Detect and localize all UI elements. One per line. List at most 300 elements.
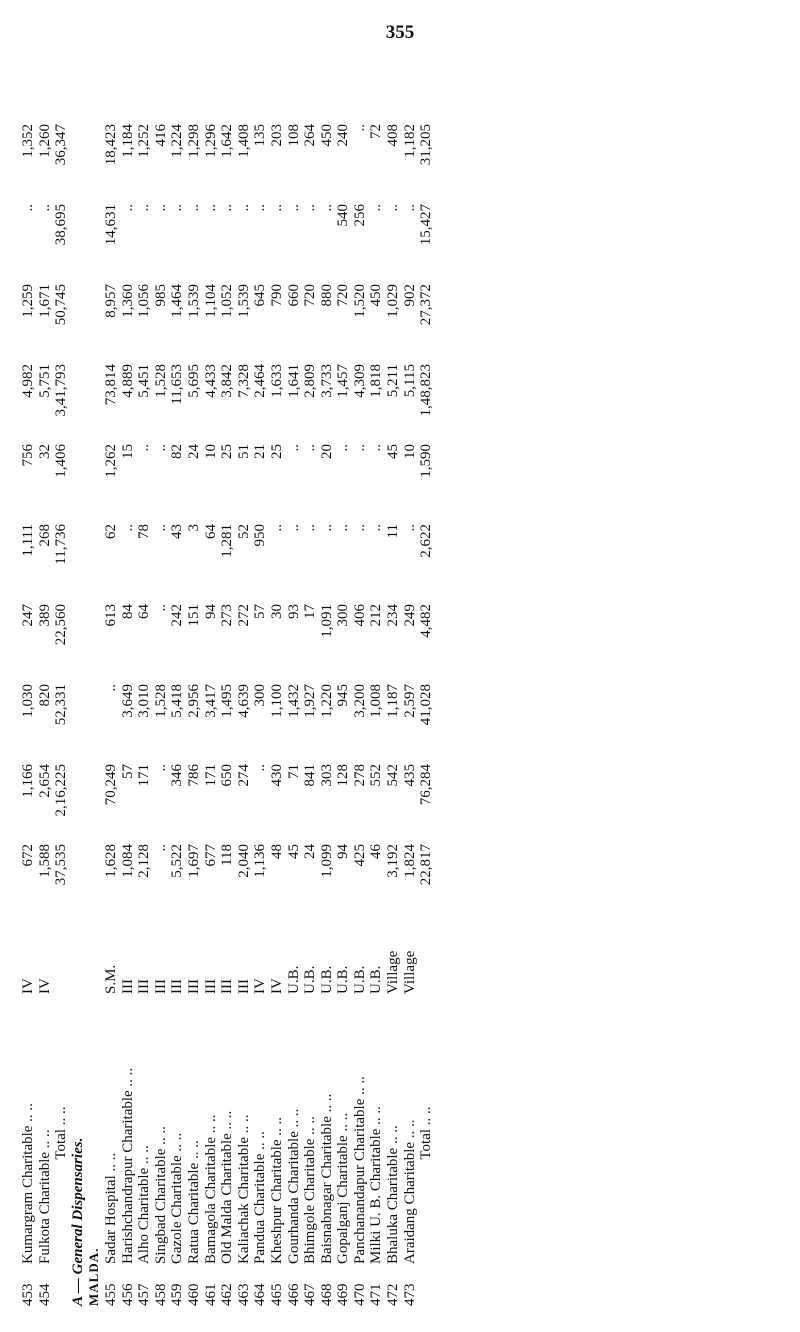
dispensary-name: Ratua Charitable .. ..: [185, 1140, 202, 1264]
value-col-9: ..: [385, 204, 402, 212]
value-col-10: 1,298: [185, 124, 202, 158]
value-col-2: 552: [368, 764, 385, 787]
dispensary-class: III: [119, 979, 136, 994]
value-col-6: 1,262: [102, 444, 119, 478]
value-col-6: 10: [202, 444, 219, 459]
value-col-10: 1,182: [401, 124, 418, 158]
value-col-9: ..: [185, 204, 202, 212]
value-col-1: 24: [302, 844, 319, 859]
value-col-1: 425: [351, 844, 368, 867]
serial-number: [418, 1268, 435, 1310]
value-col-2: 2,654: [36, 764, 53, 798]
value-col-10: 1,252: [136, 124, 153, 158]
district-heading: [86, 120, 103, 1310]
value-col-1: 672: [20, 844, 36, 867]
value-col-4: 94: [202, 604, 219, 619]
table-row: [120, 120, 137, 1310]
value-col-10: 416: [152, 124, 169, 147]
value-col-10: 1,224: [169, 124, 186, 158]
value-col-2: 841: [302, 764, 319, 787]
value-col-9: ..: [235, 204, 252, 212]
total-col-2: 2,16,225: [53, 764, 70, 817]
value-col-5: ..: [401, 524, 418, 532]
value-col-9: ..: [202, 204, 219, 212]
dispensary-class: IV: [252, 978, 269, 994]
value-col-5: ..: [285, 524, 302, 532]
serial-number: 453: [20, 1283, 36, 1306]
value-col-9: ..: [268, 204, 285, 212]
value-col-6: 25: [219, 444, 236, 459]
value-col-10: 135: [252, 124, 269, 147]
dispensary-class: III: [219, 979, 236, 994]
value-col-6: 15: [119, 444, 136, 459]
total-col-5: 2,622: [418, 524, 435, 558]
value-col-3: 2,597: [401, 684, 418, 718]
value-col-10: 1,296: [202, 124, 219, 158]
value-col-1: 1,588: [36, 844, 53, 878]
value-col-8: 1,029: [385, 284, 402, 318]
total-col-2: 76,284: [418, 764, 435, 806]
value-col-3: 1,495: [219, 684, 236, 718]
dispensary-table: [20, 120, 435, 1310]
value-col-3: 820: [36, 684, 53, 707]
value-col-6: ..: [285, 444, 302, 452]
value-col-1: 5,522: [169, 844, 186, 878]
dispensary-name: Harishchandrapur Charitable .. ..: [119, 1067, 136, 1264]
dispensary-class: U.B.: [368, 965, 385, 994]
value-col-7: 3,842: [219, 364, 236, 398]
district-heading-text: MALDA.: [86, 1247, 102, 1306]
value-col-1: 677: [202, 844, 219, 867]
value-col-1: 2,128: [136, 844, 153, 878]
value-col-6: ..: [335, 444, 352, 452]
dispensary-class: III: [136, 979, 153, 994]
value-col-5: 62: [102, 524, 119, 539]
total-col-8: 27,372: [418, 284, 435, 326]
value-col-10: 450: [318, 124, 335, 147]
value-col-2: 650: [219, 764, 236, 787]
value-col-9: ..: [252, 204, 269, 212]
table-body: [20, 120, 435, 1310]
value-col-7: 2,464: [252, 364, 269, 398]
table-row: [385, 120, 402, 1310]
dispensary-class: [418, 920, 435, 998]
value-col-4: 242: [169, 604, 186, 627]
value-col-7: 1,528: [152, 364, 169, 398]
value-col-9: ..: [169, 204, 186, 212]
total-row-malda: [418, 120, 435, 1310]
value-col-3: 1,008: [368, 684, 385, 718]
value-col-4: 93: [285, 604, 302, 619]
value-col-7: 4,889: [119, 364, 136, 398]
value-col-6: 45: [385, 444, 402, 459]
total-col-4: 4,482: [418, 604, 435, 638]
value-col-7: 1,641: [285, 364, 302, 398]
serial-number: 466: [285, 1283, 302, 1306]
dispensary-name: Bhimgole Charitable .. ..: [302, 1116, 319, 1264]
value-col-7: 4,982: [20, 364, 36, 398]
value-col-1: 1,099: [318, 844, 335, 878]
value-col-8: 1,464: [169, 284, 186, 318]
dispensary-name: Gazole Charitable .. ..: [169, 1132, 186, 1264]
value-col-10: ..: [351, 124, 368, 132]
dispensary-class: IV: [20, 978, 36, 994]
value-col-2: 70,249: [102, 764, 119, 806]
value-col-9: ..: [119, 204, 136, 212]
table-row: [103, 120, 120, 1310]
table-row: [169, 120, 186, 1310]
value-col-6: 21: [252, 444, 269, 459]
total-col-7: 3,41,793: [53, 364, 70, 417]
value-col-3: 1,927: [302, 684, 319, 718]
table-row: [136, 120, 153, 1310]
value-col-6: 10: [401, 444, 418, 459]
page-number: 355: [385, 22, 415, 43]
value-col-2: 71: [285, 764, 302, 779]
dispensary-class: III: [235, 979, 252, 994]
value-col-7: 7,328: [235, 364, 252, 398]
value-col-8: 1,520: [351, 284, 368, 318]
value-col-8: 8,957: [102, 284, 119, 318]
value-col-7: 73,814: [102, 364, 119, 406]
total-label: Total .. ..: [53, 1106, 70, 1160]
dispensary-name: Araidang Charitable .. ..: [401, 1119, 418, 1264]
serial-number: 455: [102, 1283, 119, 1306]
serial-number: 473: [401, 1283, 418, 1306]
value-col-6: 756: [20, 444, 36, 467]
value-col-9: ..: [302, 204, 319, 212]
value-col-2: 274: [235, 764, 252, 787]
table-row: [286, 120, 303, 1310]
value-col-5: 64: [202, 524, 219, 539]
value-col-1: 1,084: [119, 844, 136, 878]
value-col-3: 3,417: [202, 684, 219, 718]
serial-number: 470: [351, 1283, 368, 1306]
value-col-6: 32: [36, 444, 53, 459]
serial-number: 463: [235, 1283, 252, 1306]
table-row: [203, 120, 220, 1310]
value-col-9: ..: [401, 204, 418, 212]
dispensary-name: Old Malda Charitable .. ..: [219, 1110, 236, 1264]
value-col-4: 151: [185, 604, 202, 627]
dispensary-class: III: [202, 979, 219, 994]
value-col-4: 234: [385, 604, 402, 627]
serial-number: 462: [219, 1283, 236, 1306]
value-col-6: 51: [235, 444, 252, 459]
value-col-4: 84: [119, 604, 136, 619]
value-col-5: 268: [36, 524, 53, 547]
value-col-9: 540: [335, 204, 352, 227]
total-col-7: 1,48,823: [418, 364, 435, 417]
value-col-7: 4,433: [202, 364, 219, 398]
value-col-1: 2,040: [235, 844, 252, 878]
value-col-4: 17: [302, 604, 319, 619]
value-col-5: ..: [368, 524, 385, 532]
dispensary-class: Village: [385, 950, 402, 994]
value-col-4: 30: [268, 604, 285, 619]
value-col-4: 406: [351, 604, 368, 627]
value-col-4: 613: [102, 604, 119, 627]
value-col-5: ..: [302, 524, 319, 532]
value-col-8: 880: [318, 284, 335, 307]
value-col-2: ..: [152, 764, 169, 772]
value-col-6: 25: [268, 444, 285, 459]
value-col-7: 1,818: [368, 364, 385, 398]
value-col-5: 1,281: [219, 524, 236, 558]
value-col-10: 264: [302, 124, 319, 147]
value-col-2: 128: [335, 764, 352, 787]
table-row: [186, 120, 203, 1310]
dispensary-name: Gourhanda Charitable .. ..: [285, 1108, 302, 1264]
value-col-4: 212: [368, 604, 385, 627]
value-col-10: 108: [285, 124, 302, 147]
value-col-3: 300: [252, 684, 269, 707]
value-col-4: 300: [335, 604, 352, 627]
serial-number: 465: [268, 1283, 285, 1306]
table-row: [20, 120, 37, 1310]
value-col-5: ..: [268, 524, 285, 532]
value-col-9: ..: [368, 204, 385, 212]
value-col-9: ..: [152, 204, 169, 212]
value-col-2: 435: [401, 764, 418, 787]
value-col-6: 82: [169, 444, 186, 459]
dispensary-name: Pandua Charitable .. ..: [252, 1131, 269, 1264]
table-row: [302, 120, 319, 1310]
total-col-6: 1,590: [418, 444, 435, 478]
value-col-1: 1,824: [401, 844, 418, 878]
total-col-10: 31,205: [418, 124, 435, 166]
value-col-8: 985: [152, 284, 169, 307]
value-col-3: 2,956: [185, 684, 202, 718]
dispensary-class: IV: [36, 978, 53, 994]
value-col-1: 45: [285, 844, 302, 859]
value-col-7: 5,751: [36, 364, 53, 398]
dispensary-name: Baisnabnagar Charitable .. ..: [318, 1093, 335, 1264]
value-col-7: 3,733: [318, 364, 335, 398]
value-col-2: 171: [202, 764, 219, 787]
value-col-3: 1,187: [385, 684, 402, 718]
table-row: [153, 120, 170, 1310]
value-col-7: 5,211: [385, 364, 402, 398]
value-col-4: 389: [36, 604, 53, 627]
serial-number: 467: [302, 1283, 319, 1306]
total-col-4: 22,560: [53, 604, 70, 646]
serial-number: 469: [335, 1283, 352, 1306]
table-row: [335, 120, 352, 1310]
value-col-2: 171: [136, 764, 153, 787]
serial-number: 456: [119, 1283, 136, 1306]
value-col-3: 1,030: [20, 684, 36, 718]
value-col-10: 1,352: [20, 124, 36, 158]
dispensary-class: U.B.: [302, 965, 319, 994]
dispensary-name: Milki U. B. Charitable .. ..: [368, 1106, 385, 1264]
value-col-4: 1,091: [318, 604, 335, 638]
value-col-9: ..: [219, 204, 236, 212]
total-col-8: 50,745: [53, 284, 70, 326]
serial-number: 472: [385, 1283, 402, 1306]
dispensary-name: Fulkota Charitable .. ..: [36, 1129, 53, 1264]
value-col-5: 78: [136, 524, 153, 539]
value-col-1: 1,136: [252, 844, 269, 878]
section-title: [70, 120, 87, 1310]
value-col-2: 346: [169, 764, 186, 787]
dispensary-class: [53, 920, 70, 998]
value-col-3: 1,100: [268, 684, 285, 718]
value-col-2: 278: [351, 764, 368, 787]
dispensary-name: Sadar Hospital .. ..: [102, 1152, 119, 1264]
table-row: [352, 120, 369, 1310]
value-col-2: 1,166: [20, 764, 36, 798]
value-col-8: 1,671: [36, 284, 53, 318]
value-col-7: 2,809: [302, 364, 319, 398]
dispensary-class: Village: [401, 950, 418, 994]
value-col-8: 450: [368, 284, 385, 307]
total-col-3: 52,331: [53, 684, 70, 726]
value-col-8: 1,052: [219, 284, 236, 318]
value-col-10: 203: [268, 124, 285, 147]
dispensary-class: U.B.: [318, 965, 335, 994]
serial-number: 458: [152, 1283, 169, 1306]
value-col-5: ..: [152, 524, 169, 532]
dispensary-class: IV: [268, 978, 285, 994]
value-col-8: 660: [285, 284, 302, 307]
table-row: [252, 120, 269, 1310]
value-col-4: 64: [136, 604, 153, 619]
value-col-10: 408: [385, 124, 402, 147]
total-col-1: 37,535: [53, 844, 70, 886]
value-col-3: 3,010: [136, 684, 153, 718]
value-col-8: 1,539: [185, 284, 202, 318]
value-col-5: 43: [169, 524, 186, 539]
value-col-10: 1,184: [119, 124, 136, 158]
value-col-1: 46: [368, 844, 385, 859]
value-col-4: 272: [235, 604, 252, 627]
value-col-9: ..: [36, 204, 53, 212]
serial-number: 457: [136, 1283, 153, 1306]
value-col-7: 5,115: [401, 364, 418, 398]
value-col-4: 247: [20, 604, 36, 627]
value-col-7: 5,695: [185, 364, 202, 398]
value-col-1: 1,697: [185, 844, 202, 878]
value-col-3: 1,528: [152, 684, 169, 718]
total-col-5: 11,736: [53, 524, 70, 565]
dispensary-class: III: [169, 979, 186, 994]
value-col-8: 1,360: [119, 284, 136, 318]
section-title-text: A — General Dispensaries.: [69, 1137, 86, 1306]
rotated-table-canvas: [20, 50, 780, 1310]
value-col-9: 14,631: [102, 204, 119, 246]
dispensary-name: Alho Charitable .. ..: [136, 1145, 153, 1264]
table-row: [37, 120, 54, 1310]
value-col-3: 945: [335, 684, 352, 707]
value-col-4: 273: [219, 604, 236, 627]
value-col-4: ..: [152, 604, 169, 612]
value-col-6: ..: [351, 444, 368, 452]
value-col-10: 18,423: [102, 124, 119, 166]
value-col-1: 3,192: [385, 844, 402, 878]
value-col-10: 1,260: [36, 124, 53, 158]
value-col-5: 950: [252, 524, 269, 547]
value-col-9: 256: [351, 204, 368, 227]
value-col-3: 3,649: [119, 684, 136, 718]
value-col-5: 1,111: [20, 524, 36, 557]
value-col-1: 118: [219, 844, 236, 866]
serial-number: 454: [36, 1283, 53, 1306]
value-col-10: 72: [368, 124, 385, 139]
value-col-8: 1,056: [136, 284, 153, 318]
value-col-10: 1,408: [235, 124, 252, 158]
dispensary-name: Panchanandapur Charitable .. ..: [351, 1076, 368, 1264]
serial-number: 461: [202, 1283, 219, 1306]
value-col-8: 1,259: [20, 284, 36, 318]
value-col-1: 48: [268, 844, 285, 859]
total-row-previous-district: [53, 120, 70, 1310]
value-col-7: 4,309: [351, 364, 368, 398]
total-col-6: 1,406: [53, 444, 70, 478]
total-label: Total .. ..: [418, 1106, 435, 1160]
value-col-2: 786: [185, 764, 202, 787]
value-col-10: 240: [335, 124, 352, 147]
value-col-3: 1,432: [285, 684, 302, 718]
serial-number: 460: [185, 1283, 202, 1306]
table-row: [219, 120, 236, 1310]
value-col-7: 1,633: [268, 364, 285, 398]
value-col-9: ..: [318, 204, 335, 212]
dispensary-class: S.M.: [102, 964, 119, 994]
dispensary-class: U.B.: [351, 965, 368, 994]
table-row: [269, 120, 286, 1310]
value-col-4: 249: [401, 604, 418, 627]
value-col-6: ..: [136, 444, 153, 452]
table-row: [319, 120, 336, 1310]
value-col-8: 645: [252, 284, 269, 307]
value-col-6: ..: [152, 444, 169, 452]
value-col-8: 720: [302, 284, 319, 307]
dispensary-name: Singbad Charitable .. ..: [152, 1126, 169, 1264]
total-col-3: 41,028: [418, 684, 435, 726]
value-col-7: 11,653: [169, 364, 186, 405]
value-col-9: ..: [136, 204, 153, 212]
serial-number: 468: [318, 1283, 335, 1306]
total-col-1: 22,817: [418, 844, 435, 886]
value-col-8: 1,104: [202, 284, 219, 318]
table-row: [368, 120, 385, 1310]
serial-number: 471: [368, 1283, 385, 1306]
value-col-3: 1,220: [318, 684, 335, 718]
value-col-6: ..: [368, 444, 385, 452]
serial-number: [53, 1268, 70, 1310]
dispensary-name: Bhaluka Charitable .. ..: [385, 1125, 402, 1264]
dispensary-name: Kaliachak Charitable .. ..: [235, 1114, 252, 1264]
total-col-9: 15,427: [418, 204, 435, 246]
value-col-2: 430: [268, 764, 285, 787]
serial-number: 459: [169, 1283, 186, 1306]
value-col-6: ..: [302, 444, 319, 452]
value-col-7: 5,451: [136, 364, 153, 398]
value-col-2: 57: [119, 764, 136, 779]
value-col-9: ..: [20, 204, 36, 212]
dispensary-class: U.B.: [285, 965, 302, 994]
value-col-5: 11: [385, 524, 402, 539]
serial-number: 464: [252, 1283, 269, 1306]
total-col-10: 36,347: [53, 124, 70, 166]
dispensary-class: III: [185, 979, 202, 994]
value-col-2: 542: [385, 764, 402, 787]
value-col-5: ..: [335, 524, 352, 532]
value-col-1: 1,628: [102, 844, 119, 878]
dispensary-name: Kumargram Charitable .. ..: [20, 1103, 36, 1264]
value-col-5: 3: [185, 524, 202, 532]
